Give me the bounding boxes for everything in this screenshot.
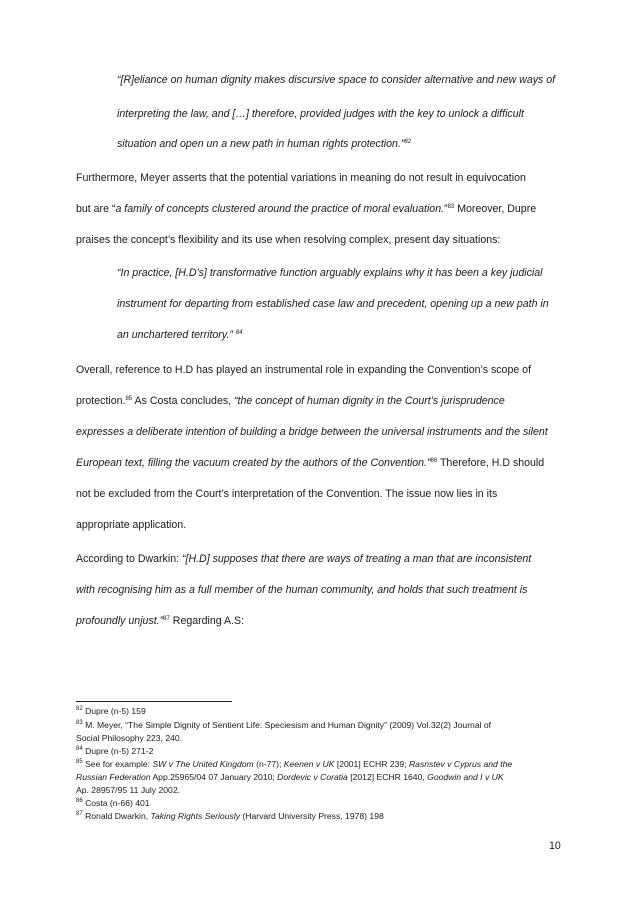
- footnote-number: 86: [76, 798, 83, 804]
- para2-text: appropriate application.: [76, 519, 187, 531]
- case-name: SW v The United Kingdom: [152, 759, 254, 769]
- quote1-line1: [117, 74, 555, 87]
- para3-text: According to Dwarkin:: [76, 553, 182, 565]
- para3-line2: [76, 584, 527, 597]
- costa-quote: European text, filling the vacuum created by the authors of the Convention.”: [76, 457, 431, 469]
- para2-line5: [76, 488, 497, 501]
- footnote-text: [2001] ECHR 239;: [334, 759, 409, 769]
- footnote-text: Ap. 28957/95 11 July 2002.: [76, 785, 181, 795]
- case-name: Goodwin and I v UK: [427, 772, 504, 782]
- para1-text: ”: [444, 203, 448, 215]
- quote1-text: interpreting the law, and […] therefore, provided judges with the key to unlock a difficult: [117, 108, 524, 120]
- footnote-85-cont2: [76, 785, 180, 796]
- para1-text: Furthermore, Meyer asserts that the potential variations in meaning do not result in equivocation: [76, 172, 526, 184]
- para2-text: As Costa concludes,: [132, 395, 235, 407]
- footnote-83-cont: [76, 733, 182, 744]
- footnote-text: App.25965/04 07 January 2010;: [150, 772, 278, 782]
- footnote-text: Ronald Dwarkin,: [82, 811, 151, 821]
- para2-text: protection.: [76, 395, 126, 407]
- para1-line3: [76, 234, 500, 247]
- para1-text: Moreover, Dupre: [454, 203, 537, 215]
- footnote-text: Costa (n-66) 401: [82, 798, 150, 808]
- para2-line2: [76, 395, 505, 408]
- footnote-87: [76, 811, 384, 822]
- footnote-text: Dupre (n-5) 159: [82, 706, 146, 716]
- footnote-text: (n-77);: [253, 759, 284, 769]
- para2-line4: [76, 457, 544, 470]
- costa-quote: expresses a deliberate intention of building a bridge between the universal instruments and the silent: [76, 426, 548, 438]
- para1-text: but are “: [76, 203, 116, 215]
- para3-line1: [76, 553, 531, 566]
- para2-line6: [76, 519, 186, 532]
- book-title: Taking Rights Seriously: [150, 811, 240, 821]
- quote2-line2: [117, 298, 549, 311]
- dwarkin-quote: with recognising him as a full member of the human community, and holds that such treatment is: [76, 584, 528, 596]
- case-name: Russian Federation: [76, 772, 151, 782]
- para3-text: Regarding A.S:: [169, 615, 245, 627]
- quote1-text: “[R]eliance on human dignity makes discursive space to consider alternative and new ways of: [117, 74, 556, 86]
- footnote-separator: [76, 701, 232, 702]
- quote1-text: situation and open un a new path in human rights protection.”: [117, 138, 405, 150]
- quote2-line1: [117, 267, 543, 280]
- case-name: Rasnstev v Cyprus and the: [408, 759, 513, 769]
- footnote-85: [76, 759, 512, 770]
- para1-text: praises the concept’s flexibility and its use when resolving complex, present day situations:: [76, 234, 501, 246]
- quote2-line3: [117, 329, 242, 342]
- footnote-ref-84[interactable]: 84: [235, 330, 243, 336]
- footnote-number: 85: [76, 759, 83, 765]
- footnote-85-cont: [76, 772, 504, 783]
- footnote-text: See for example:: [82, 759, 153, 769]
- costa-quote: “the concept of human dignity in the Court’s jurisprudence: [234, 395, 505, 407]
- footnote-number: 82: [76, 706, 83, 712]
- para2-text: Therefore, H.D should: [437, 457, 545, 469]
- dwarkin-quote: “[H.D] supposes that there are ways of treating a man that are inconsistent: [181, 553, 532, 565]
- para1-line2: [76, 203, 536, 216]
- quote1-line2: [117, 108, 524, 121]
- footnote-86: [76, 798, 150, 809]
- footnote-ref-85[interactable]: 85: [125, 396, 133, 402]
- footnote-text: Dupre (n-5) 271-2: [82, 746, 154, 756]
- quote2-text: instrument for departing from established case law and precedent, opening up a new path in: [117, 298, 549, 310]
- case-name: Dordevic v Coratia: [277, 772, 348, 782]
- quote2-text: “In practice, [H.D’s] transformative function arguably explains why it has been a key judicial: [117, 267, 543, 279]
- footnote-text: (Harvard University Press, 1978) 198: [240, 811, 384, 821]
- footnote-number: 87: [76, 811, 83, 817]
- footnote-ref-83[interactable]: 83: [447, 204, 455, 210]
- para2-line1: [76, 364, 531, 377]
- page-number: 10: [549, 840, 561, 852]
- footnote-number: 83: [76, 720, 83, 726]
- para1-line1: [76, 172, 526, 185]
- footnote-83: [76, 720, 491, 731]
- quote1-line3: [117, 138, 411, 151]
- footnote-ref-86[interactable]: 86: [430, 458, 438, 464]
- footnote-text: [2012] ECHR 1640,: [347, 772, 428, 782]
- case-name: Keenen v UK: [283, 759, 335, 769]
- footnote-text: M. Meyer, “The Simple Dignity of Sentient Life: Speciesism and Human Dignity” (2009) Vol.32(2) Journal of: [82, 720, 492, 730]
- footnote-ref-87[interactable]: 87: [163, 616, 170, 622]
- para3-line3: [76, 615, 244, 628]
- meyer-quote: a family of concepts clustered around the practice of moral evaluation.: [115, 203, 445, 215]
- quote2-text: an unchartered territory.”: [117, 329, 236, 341]
- footnote-ref-82[interactable]: 82: [404, 139, 412, 145]
- para2-text: not be excluded from the Court’s interpretation of the Convention. The issue now lies in its: [76, 488, 498, 500]
- footnote-84: [76, 746, 153, 757]
- footnote-82: [76, 706, 146, 717]
- footnote-text: Social Philosophy 223, 240.: [76, 733, 183, 743]
- footnote-number: 84: [76, 746, 83, 752]
- para2-line3: [76, 426, 548, 439]
- para2-text: Overall, reference to H.D has played an instrumental role in expanding the Convention’s scope of: [76, 364, 532, 376]
- dwarkin-quote: profoundly unjust.”: [76, 615, 164, 627]
